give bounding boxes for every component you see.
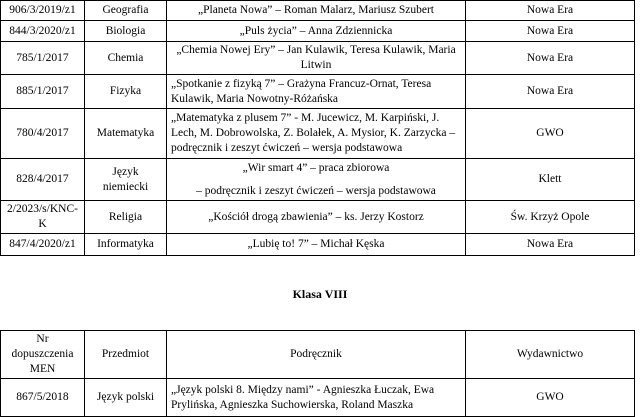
header-textbook: Podręcznik: [167, 331, 466, 379]
textbook: „Język polski 8. Między nami” - Agnieszka Łuczak, Ewa Prylińska, Agnieszka Suchowierska, Roland Maszka: [167, 379, 466, 417]
approval-number: 867/5/2018: [1, 379, 85, 417]
subject: Informatyka: [85, 234, 167, 256]
header-subject: Przedmiot: [85, 331, 167, 379]
approval-number: 906/3/2019/z1: [1, 1, 85, 21]
section-heading: Klasa VIII: [292, 287, 348, 301]
table-row: [1, 75, 635, 109]
approval-number: 780/4/2017: [1, 109, 85, 159]
approval-number: 844/3/2020/z1: [1, 21, 85, 42]
table-row: [1, 21, 635, 42]
table-row: [1, 42, 635, 75]
header-publisher: Wydawnictwo: [466, 331, 635, 379]
approval-number: 2/2023/s/KNC-K: [1, 201, 85, 234]
publisher: Klett: [466, 159, 635, 201]
table-row: [1, 1, 635, 21]
subject: Fizyka: [85, 75, 167, 109]
textbook: [167, 159, 466, 201]
textbook: „Chemia Nowej Ery” – Jan Kulawik, Teresa Kulawik, Maria Litwin: [167, 42, 466, 75]
subject: Chemia: [85, 42, 167, 75]
subject: Język polski: [85, 379, 167, 417]
textbook: „Puls życia” – Anna Zdziennicka: [167, 21, 466, 42]
header-approval-number: Nr dopuszczenia MEN: [1, 331, 85, 379]
table-row: [1, 159, 635, 201]
publisher: Nowa Era: [466, 42, 635, 75]
textbook: „Spotkanie z fizyką 7” – Grażyna Francuz-Ornat, Teresa Kulawik, Maria Nowotny-Różańska: [167, 75, 466, 109]
subject: Religia: [85, 201, 167, 234]
approval-number: 847/4/2020/z1: [1, 234, 85, 256]
publisher: Nowa Era: [466, 21, 635, 42]
subject: Biologia: [85, 21, 167, 42]
textbook: „Planeta Nowa” – Roman Malarz, Mariusz Szubert: [167, 1, 466, 21]
subject: Geografia: [85, 1, 167, 21]
publisher: Nowa Era: [466, 234, 635, 256]
table-row: [1, 234, 635, 256]
textbook: „Matematyka z plusem 7” - M. Jucewicz, M. Karpiński, J. Lech, M. Dobrowolska, Z. Bolałek, A. Mysior, K. Zarzycka – podręcznik i zeszyt ćwiczeń – wersja podstawowa: [167, 109, 466, 159]
publisher: Nowa Era: [466, 75, 635, 109]
publisher: Św. Krzyż Opole: [466, 201, 635, 234]
textbook: „Lubię to! 7” – Michał Kęska: [167, 234, 466, 256]
table-row: [1, 109, 635, 159]
textbook-variant: – podręcznik i zeszyt ćwiczeń – wersja podstawowa: [196, 184, 436, 197]
table-row: [1, 201, 635, 234]
publisher: GWO: [466, 109, 635, 159]
subject: Język niemiecki: [85, 159, 167, 201]
approval-number: 828/4/2017: [1, 159, 85, 201]
approval-number: 885/1/2017: [1, 75, 85, 109]
publisher: GWO: [466, 379, 635, 417]
subject: Matematyka: [85, 109, 167, 159]
textbook-table-klasa-viii: [0, 330, 635, 417]
textbook: „Kościół drogą zbawienia” – ks. Jerzy Kostorz: [167, 201, 466, 234]
table-header-row: [1, 331, 635, 379]
table-row: [1, 379, 635, 417]
approval-number: 785/1/2017: [1, 42, 85, 75]
publisher: Nowa Era: [466, 1, 635, 21]
textbook-title: „Wir smart 4” – praca zbiorowa: [242, 161, 390, 174]
